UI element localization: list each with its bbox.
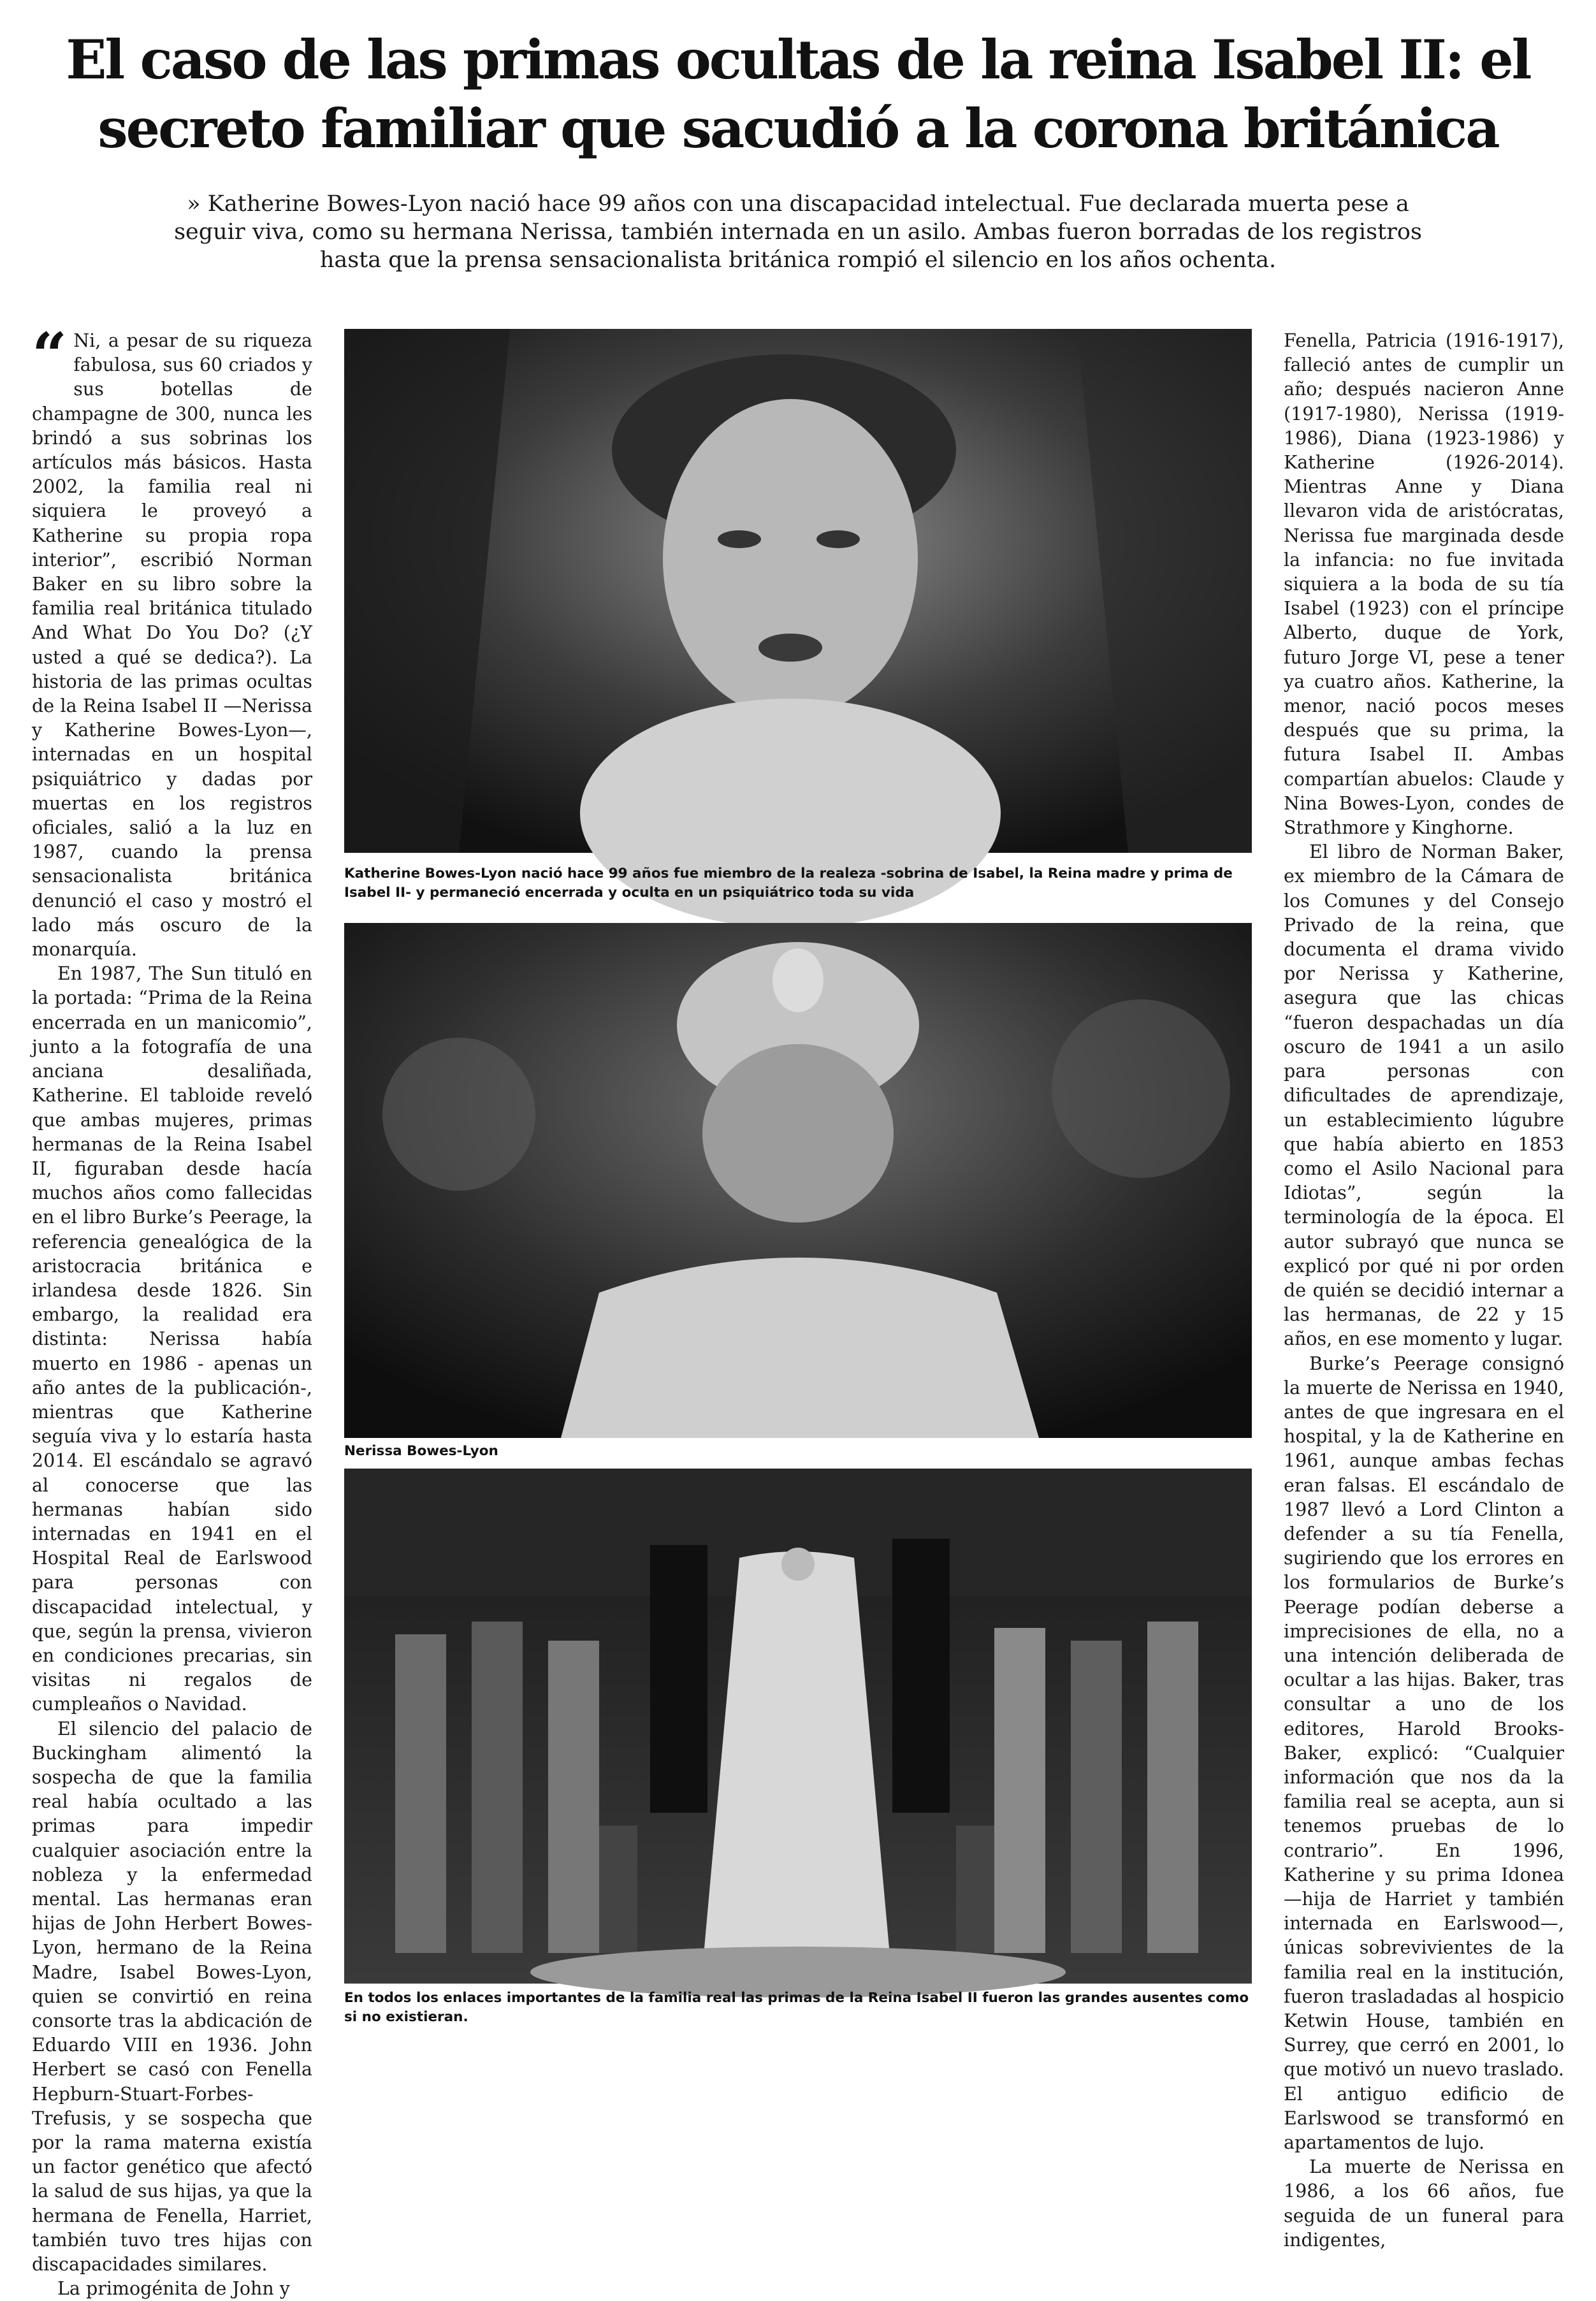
photo-nerissa-image — [344, 923, 1252, 1438]
left-column — [32, 319, 312, 2300]
paragraph: El libro de Norman Baker, ex miembro de la Cámara de los Comunes y del Consejo Privado de la reina, que documenta el drama vivido por Nerissa y Katherine, asegura que las chicas “fueron despachadas un día oscuro de 1941 a un asilo para personas con dificultades de aprendizaje, un establecimiento lúgubre que había abierto en 1853 como el Asilo Nacional para Idiotas”, según la terminología de la época. El autor subrayó que nunca se explicó por qué ni por orden de quién se decidió internar a las hermanas, de 22 y 15 años, en ese momento y lugar. — [1284, 841, 1564, 1350]
paragraph: Burke’s Peerage consignó la muerte de Nerissa en 1940, antes de que ingresara en el hospital, y la de Katherine en 1961, aunque ambas fechas eran falsas. El escándalo de 1987 llevó a Lord Clinton a defender a su tía Fenella, sugiriendo que los errores en los formularios de Burke’s Peerage podían deberse a imprecisiones de ella, no a una intención deliberada de ocultar a las hijas. Baker, tras consultar a uno de los editores, Harold Brooks-Baker, explicó: “Cualquier información que nos da la familia real se acepta, aun si tenemos pruebas de lo contrario”. En 1996, Katherine y su prima Idonea —hija de Harriet y también internada en Earlswood—, únicas sobrevivientes de la familia real en la institución, fueron trasladadas al hospicio Ketwin House, también en Surrey, que cerró en 2001, lo que motivó un nuevo traslado. El antiguo edificio de Earlswood se transformó en apartamentos de lujo. — [1284, 1353, 1564, 2154]
paragraph: La muerte de Nerissa en 1986, a los 66 años, fue seguida de un funeral para indigentes, — [1284, 2156, 1564, 2251]
standfirst-text: Katherine Bowes-Lyon nació hace 99 años con una discapacidad intelectual. Fue declarada muerta pese a seguir viva, como su hermana Nerissa, también internada en un asilo. Ambas fueron borradas de los registros hasta que la prensa sensacionalista británica rompió el silencio en los años ochenta. — [174, 191, 1422, 273]
photo-royal-wedding-image — [344, 1469, 1252, 1984]
photo-royal-wedding — [344, 1469, 1252, 1984]
quote-mark-icon: “ — [32, 319, 68, 391]
standfirst — [166, 190, 1430, 274]
photo-nerissa-portrait — [344, 923, 1252, 1438]
photo-1-caption: Katherine Bowes-Lyon nació hace 99 años fue miembro de la realeza -sobrina de Isabel, la Reina madre y prima de Isabel II- y permaneció encerrada y oculta en un psiquiátrico toda su vida — [344, 866, 1233, 901]
standfirst-marker-icon: » — [187, 191, 201, 217]
photo-katherine-portrait — [344, 329, 1252, 853]
paragraph: La primogénita de John y — [57, 2278, 290, 2300]
paragraph: Fenella, Patricia (1916-1917), falleció antes de cumplir un año; después nacieron Anne (1917-1980), Nerissa (1919-1986), Diana (1923-1986) y Katherine (1926-2014). Mientras Anne y Diana llevaron vida de aristócratas, Nerissa fue marginada desde la infancia: no fue invitada siquiera a la boda de su tía Isabel (1923) con el príncipe Alberto, duque de York, futuro Jorge VI, pese a tener ya cuatro años. Katherine, la menor, nació pocos meses después que su prima, la futura Isabel II. Ambas compartían abuelos: Claude y Nina Bowes-Lyon, condes de Strathmore y Kinghorne. — [1284, 330, 1564, 839]
paragraph: En 1987, The Sun tituló en la portada: “Prima de la Reina encerrada en un manicomio”, junto a la fotografía de una anciana desaliñada, Katherine. El tabloide reveló que ambas mujeres, primas hermanas de la Reina Isabel II, figuraban desde hacía muchos años como fallecidas en el libro Burke’s Peerage, la referencia genealógica de la aristocracia británica e irlandesa desde 1826. Sin embargo, la realidad era distinta: Nerissa había muerto en 1986 - apenas un año antes de la publicación-, mientras que Katherine seguía viva y lo estaría hasta 2014. El escándalo se agravó al conocerse que las hermanas habían sido internadas en 1941 en el Hospital Real de Earlswood para personas con discapacidad intelectual, y que, según la prensa, vivieron en condiciones precarias, sin visitas ni regalos de cumpleaños o Navidad. — [32, 963, 312, 1715]
photo-3-caption: En todos los enlaces importantes de la familia real las primas de la Reina Isabel II fueron las grandes ausentes como si no existieran. — [344, 1990, 1249, 2025]
paragraph: El silencio del palacio de Buckingham alimentó la sospecha de que la familia real había ocultado a las primas para impedir cualquier asociación entre la nobleza y la enfermedad mental. Las hermanas eran hijas de John Herbert Bowes-Lyon, hermano de la Reina Madre, Isabel Bowes-Lyon, quien se convirtió en reina consorte tras la abdicación de Eduardo VIII en 1936. John Herbert se casó con Fenella Hepburn-Stuart-Forbes-Trefusis, y se sospecha que por la rama materna existía un factor genético que afectó la salud de sus hijas, ya que la hermana de Fenella, Harriet, también tuvo tres hijas con discapacidades similares. — [32, 1718, 312, 2276]
photo-2-caption: Nerissa Bowes-Lyon — [344, 1443, 498, 1459]
photo-katherine-image — [344, 329, 1252, 853]
headline: El caso de las primas ocultas de la reina Isabel II: el secreto familiar que sacudió a la corona británica — [66, 28, 1530, 160]
right-column — [1284, 329, 1564, 2251]
paragraph: Ni, a pesar de su riqueza fabulosa, sus 60 criados y sus botellas de champagne de 300, nunca les brindó a sus sobrinas los artículos más básicos. Hasta 2002, la familia real ni siquiera le proveyó a Katherine su propia ropa interior”, escribió Norman Baker en su libro sobre la familia real británica titulado And What Do You Do? (¿Y usted a qué se dedica?). La historia de las primas ocultas de la Reina Isabel II —Nerissa y Katherine Bowes-Lyon—, internadas en un hospital psiquiátrico y dadas por muertas en los registros oficiales, salió a la luz en 1987, cuando la prensa sensacionalista británica denunció el caso y mostró el lado más oscuro de la monarquía. — [32, 330, 312, 961]
